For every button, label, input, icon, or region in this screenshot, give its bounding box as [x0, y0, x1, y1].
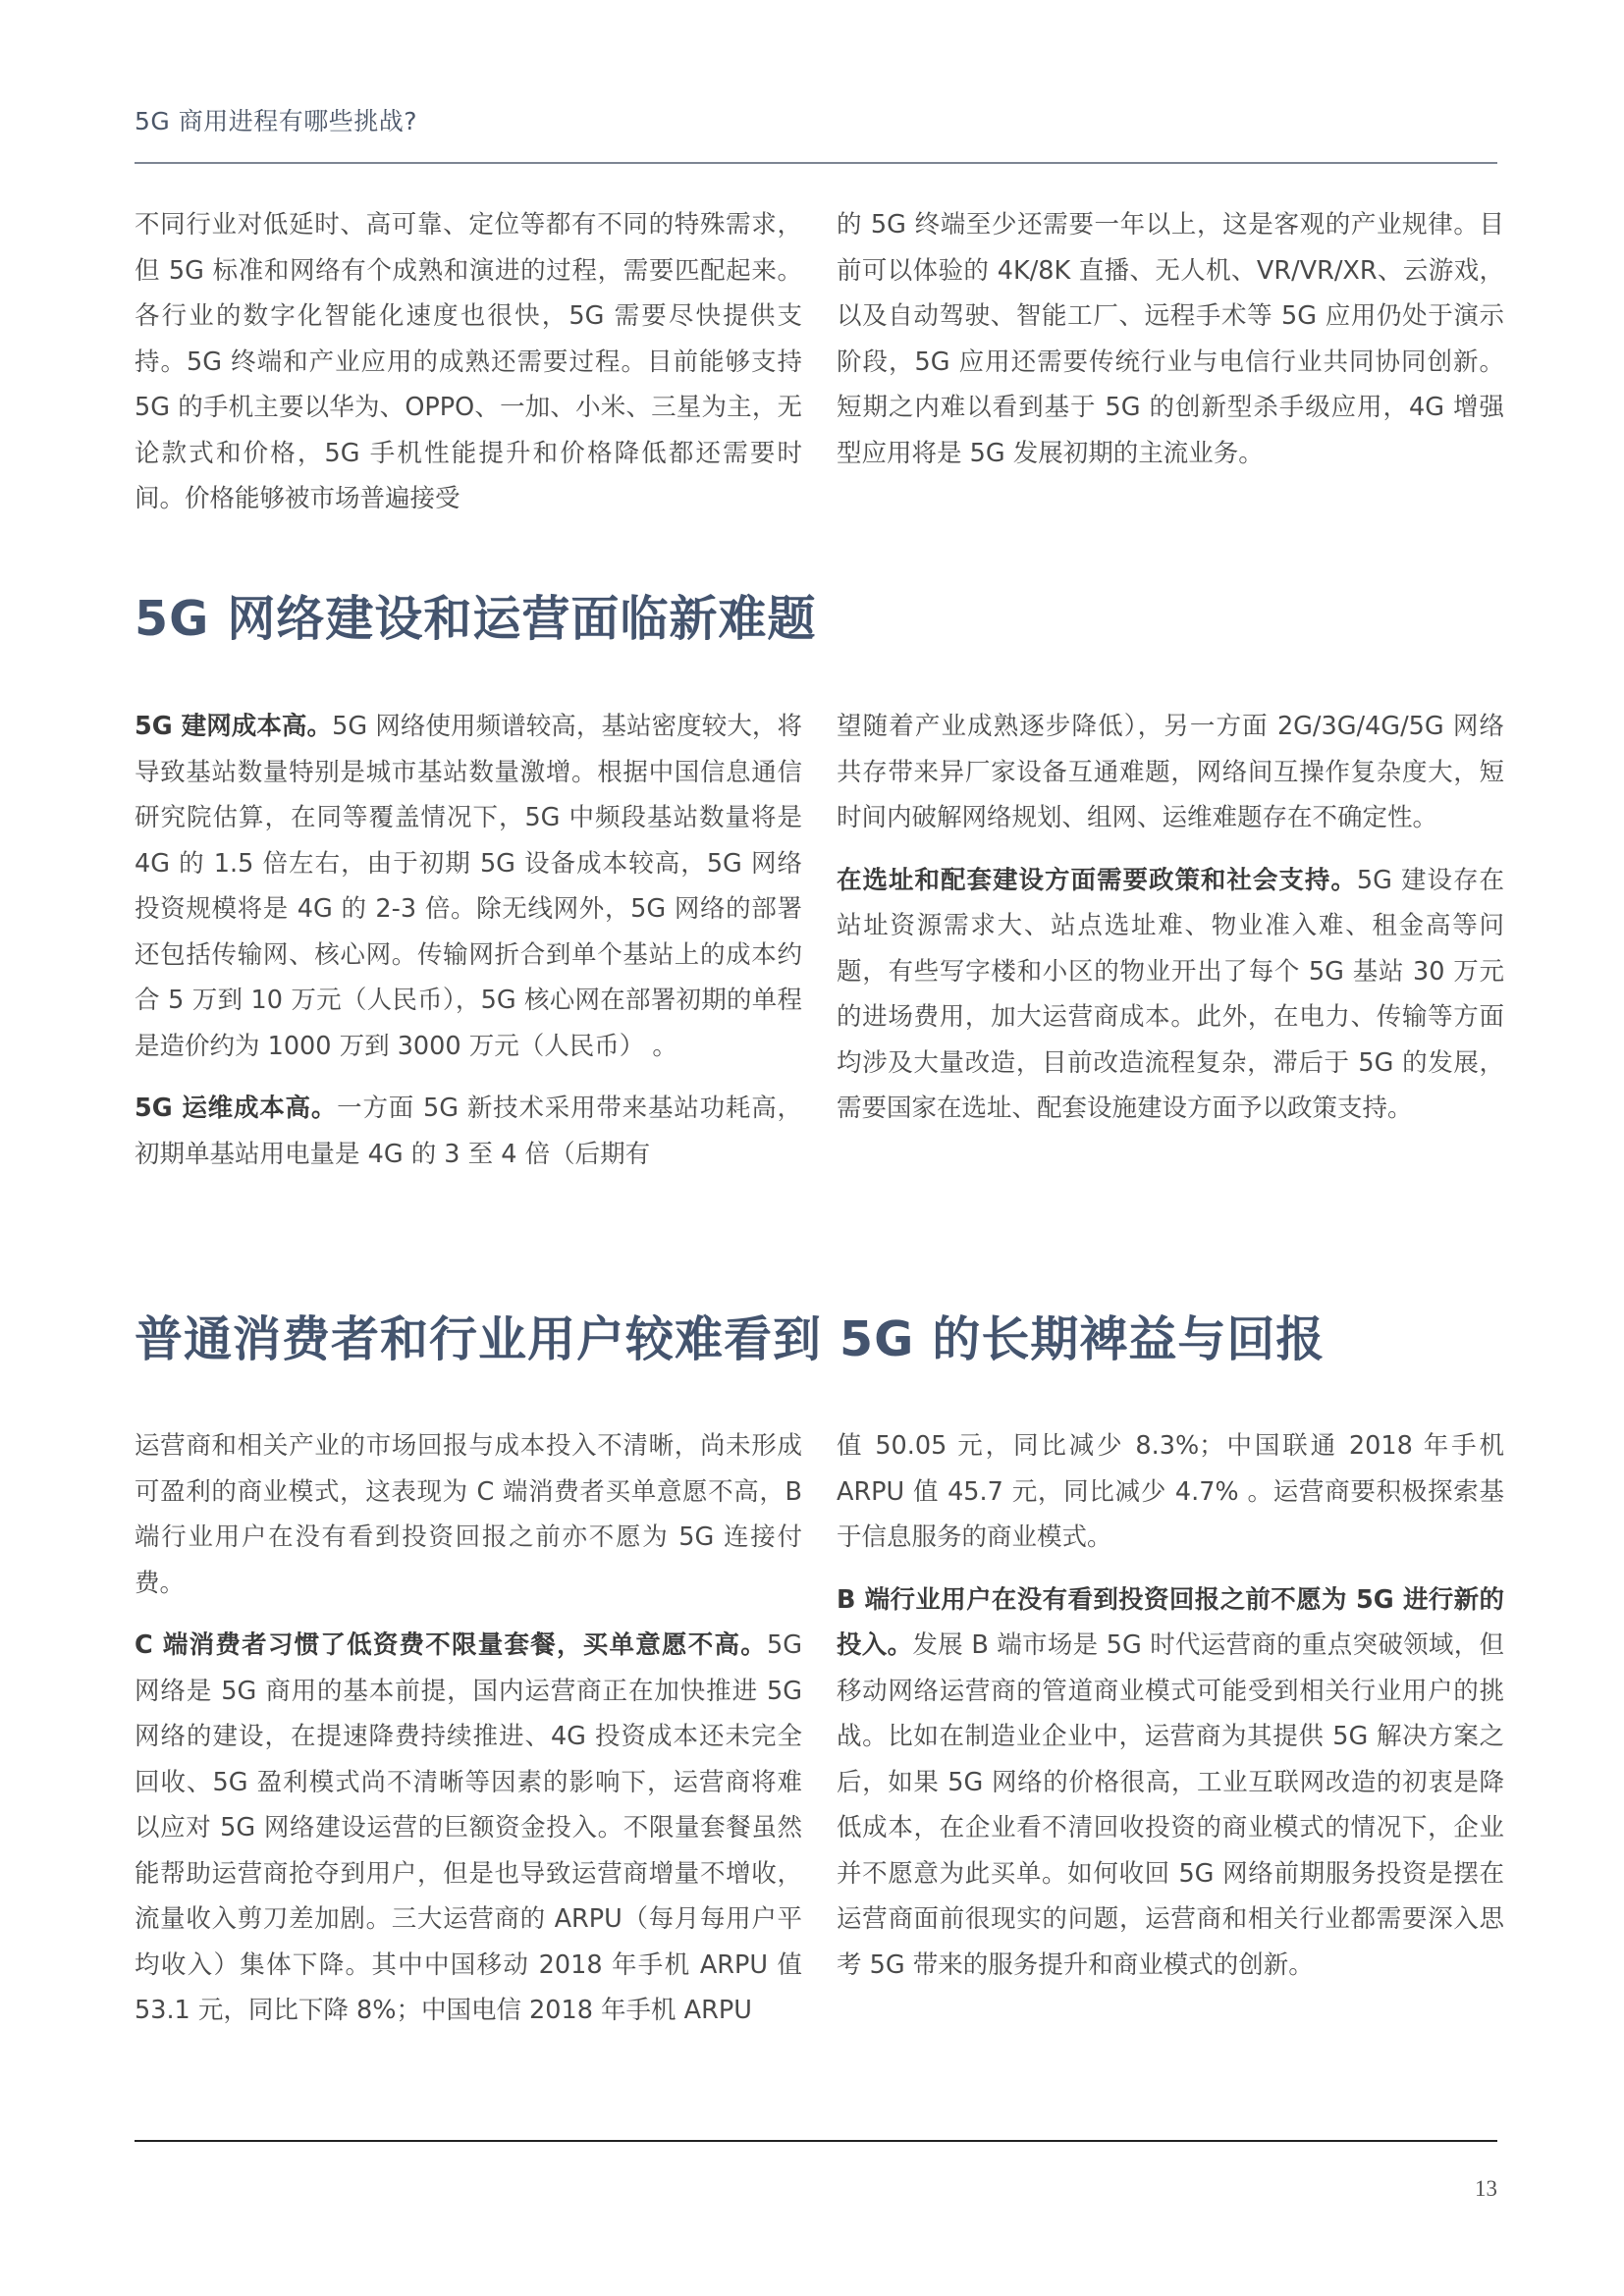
intro-right-column	[837, 202, 1504, 493]
running-header: 5G 商用进程有哪些挑战?	[135, 107, 417, 135]
intro-paragraph-left: 不同行业对低延时、高可靠、定位等都有不同的特殊需求，但 5G 标准和网络有个成熟和演进的过程，需要匹配起来。各行业的数字化智能化速度也很快，5G 需要尽快提供支持。5G 终端和产业应用的成熟还需要过程。目前能够支持 5G 的手机主要以华为、OPPO、一加、小米、三星为主，无论款式和价格，5G 手机性能提升和价格降低都还需要时间。价格能够被市场普遍接受	[135, 210, 802, 513]
lead-consumer-habits: C 端消费者习惯了低资费不限量套餐，买单意愿不高。	[135, 1630, 768, 1660]
paragraph-market-returns: 运营商和相关产业的市场回报与成本投入不清晰，尚未形成可盈利的商业模式，这表现为 C 端消费者买单意愿不高，B 端行业用户在没有看到投资回报之前亦不愿为 5G 连接付费。	[135, 1431, 802, 1598]
lead-ops-cost: 5G 运维成本高。	[135, 1094, 338, 1123]
text-consumer-habits: 5G 网络是 5G 商用的基本前提，国内运营商正在加快推进 5G 网络的建设，在提速降费持续推进、4G 投资成本还未完全回收、5G 盈利模式尚不清晰等因素的影响下，运营商将难以应对 5G 网络建设运营的巨额资金投入。不限量套餐虽然能帮助运营商抢夺到用户，但是也导致运营商增量不增收，流量收入剪刀差加剧。三大运营商的 ARPU（每月每用户平均收入）集体下降。其中中国移动 2018 年手机 ARPU 值 53.1 元，同比下降 8%；中国电信 2018 年手机 ARPU	[135, 1630, 802, 2025]
page-number: 13	[1475, 2176, 1497, 2201]
paragraph-ops-cost-cont: 望随着产业成熟逐步降低），另一方面 2G/3G/4G/5G 网络共存带来异厂家设备互通难题，网络间互操作复杂度大，短时间内破解网络规划、组网、运维难题存在不确定性。	[837, 712, 1504, 832]
section1-left-column	[135, 704, 802, 1194]
text-build-cost: 5G 网络使用频谱较高，基站密度较大，将导致基站数量特别是城市基站数量激增。根据中国信息通信研究院估算，在同等覆盖情况下，5G 中频段基站数量将是 4G 的 1.5 倍左右，由于初期 5G 设备成本较高，5G 网络投资规模将是 4G 的 2-3 倍。除无线网外，5G 网络的部署还包括传输网、核心网。传输网折合到单个基站上的成本约合 5 万到 10 万元（人民币），5G 核心网在部署初期的单程是造价约为 1000 万到 3000 万元（人民币） 。	[135, 712, 802, 1061]
lead-site-policy: 在选址和配套建设方面需要政策和社会支持。	[837, 865, 1357, 895]
paragraph-build-cost	[135, 704, 802, 1069]
paragraph-consumer-habits	[135, 1623, 802, 2034]
section-title-consumer-returns: 普通消费者和行业用户较难看到 5G 的长期裨益与回报	[135, 1311, 1326, 1367]
footer-divider	[135, 2140, 1497, 2142]
intro-paragraph-right: 的 5G 终端至少还需要一年以上，这是客观的产业规律。目前可以体验的 4K/8K 直播、无人机、VR/VR/XR、云游戏，以及自动驾驶、智能工厂、远程手术等 5G 应用仍处于演示阶段，5G 应用还需要传统行业与电信行业共同协同创新。短期之内难以看到基于 5G 的创新型杀手级应用，4G 增强型应用将是 5G 发展初期的主流业务。	[837, 210, 1504, 468]
paragraph-ops-cost	[135, 1086, 802, 1177]
lead-b2b-investment: B 端行业用户在没有看到投资回报之前不愿为 5G 进行新的投入。	[837, 1584, 1504, 1660]
section-title-network-challenges: 5G 网络建设和运营面临新难题	[135, 591, 817, 647]
lead-build-cost: 5G 建网成本高。	[135, 712, 333, 741]
header-divider	[135, 162, 1497, 164]
text-site-policy: 5G 建设存在站址资源需求大、站点选址难、物业准入难、租金高等问题，有些写字楼和小区的物业开出了每个 5G 基站 30 万元的进场费用，加大运营商成本。此外，在电力、传输等方面均涉及大量改造，目前改造流程复杂，滞后于 5G 的发展，需要国家在选址、配套设施建设方面予以政策支持。	[837, 865, 1504, 1123]
section1-right-column	[837, 704, 1504, 1148]
paragraph-b2b-investment	[837, 1577, 1504, 1989]
paragraph-site-policy	[837, 858, 1504, 1132]
text-b2b-investment: 发展 B 端市场是 5G 时代运营商的重点突破领域，但移动网络运营商的管道商业模式可能受到相关行业用户的挑战。比如在制造业企业中，运营商为其提供 5G 解决方案之后，如果 5G 网络的价格很高，工业互联网改造的初衷是降低成本，在企业看不清回收投资的商业模式的情况下，企业并不愿意为此买单。如何收回 5G 网络前期服务投资是摆在运营商面前很现实的问题，运营商和相关行业都需要深入思考 5G 带来的服务提升和商业模式的创新。	[837, 1630, 1504, 1980]
text-ops-cost: 一方面 5G 新技术采用带来基站功耗高，初期单基站用电量是 4G 的 3 至 4 倍（后期有	[135, 1094, 802, 1169]
intro-left-column	[135, 202, 802, 539]
section2-right-column	[837, 1423, 1504, 2004]
section2-left-column	[135, 1423, 802, 2051]
paragraph-arpu-cont: 值 50.05 元，同比减少 8.3%；中国联通 2018 年手机 ARPU 值 45.7 元，同比减少 4.7% 。运营商要积极探索基于信息服务的商业模式。	[837, 1431, 1504, 1552]
